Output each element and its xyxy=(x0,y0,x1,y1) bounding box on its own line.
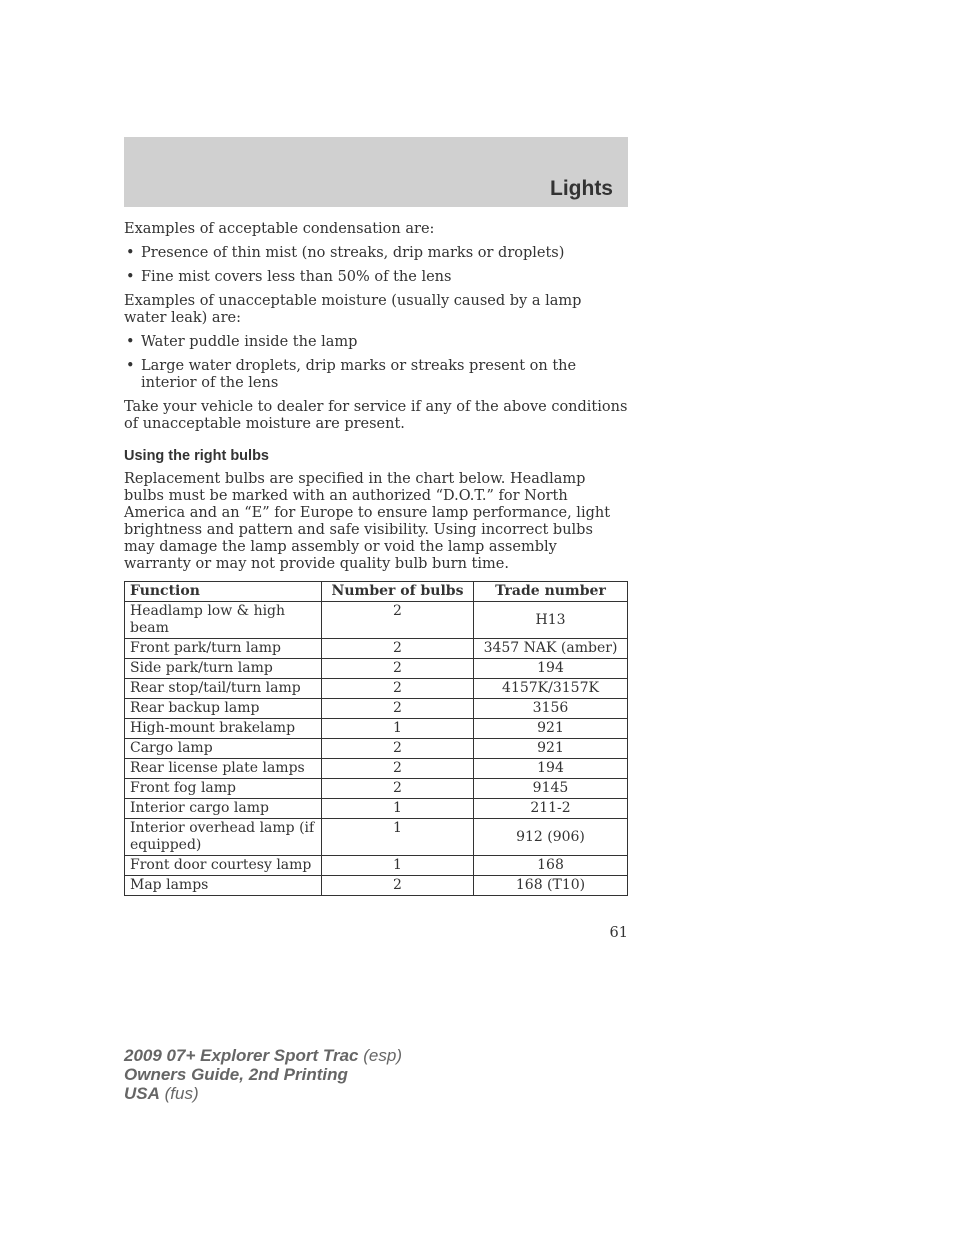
list-item xyxy=(124,334,628,351)
page-number: 61 xyxy=(609,925,628,941)
cell-number-of-bulbs: 2 xyxy=(322,639,474,659)
cell-function: Rear license plate lamps xyxy=(125,759,322,779)
footer-line-3 xyxy=(124,1084,402,1103)
cell-number-of-bulbs: 1 xyxy=(322,799,474,819)
cell-function: Front fog lamp xyxy=(125,779,322,799)
page-content xyxy=(124,221,628,896)
list-item-text: Fine mist covers less than 50% of the lens xyxy=(141,269,452,285)
cell-trade-number: 3156 xyxy=(474,699,628,719)
cell-function: Headlamp low & high beam xyxy=(125,602,322,639)
cell-trade-number: 211-2 xyxy=(474,799,628,819)
cell-number-of-bulbs: 2 xyxy=(322,739,474,759)
cell-number-of-bulbs: 2 xyxy=(322,779,474,799)
table-row xyxy=(125,799,628,819)
bullet-icon: • xyxy=(126,269,135,285)
footer-edition: Owners Guide, 2nd Printing xyxy=(124,1065,348,1084)
cell-function: Front door courtesy lamp xyxy=(125,856,322,876)
footer-line-2 xyxy=(124,1065,402,1084)
cell-trade-number: 194 xyxy=(474,759,628,779)
cell-number-of-bulbs: 2 xyxy=(322,602,474,639)
cell-trade-number: 912 (906) xyxy=(474,819,628,856)
cell-function: Rear stop/tail/turn lamp xyxy=(125,679,322,699)
section-text: Replacement bulbs are specified in the chart below. Headlamp bulbs must be marked with an authorized “D.O.T.” for North America and an “E” for Europe to ensure lamp performance, light brightness and pattern and safe visibility. Using incorrect bulbs may damage the lamp assembly or void the lamp assembly warranty or may not provide quality bulb burn time. xyxy=(124,471,611,572)
cell-function: Rear backup lamp xyxy=(125,699,322,719)
bullet-icon: • xyxy=(126,334,135,350)
service-note: Take your vehicle to dealer for service if any of the above conditions of unacceptable moisture are present. xyxy=(124,399,628,432)
table-row xyxy=(125,779,628,799)
footer-model-code: (esp) xyxy=(363,1046,402,1065)
cell-number-of-bulbs: 2 xyxy=(322,876,474,896)
bullet-icon: • xyxy=(126,245,135,261)
table-row xyxy=(125,679,628,699)
table-row xyxy=(125,739,628,759)
section-header-band xyxy=(124,137,628,207)
cell-number-of-bulbs: 2 xyxy=(322,699,474,719)
cell-trade-number: 168 (T10) xyxy=(474,876,628,896)
cell-function: Interior overhead lamp (if equipped) xyxy=(125,819,322,856)
cell-function: High-mount brakelamp xyxy=(125,719,322,739)
table-row xyxy=(125,659,628,679)
table-header-row xyxy=(125,582,628,602)
cell-trade-number: H13 xyxy=(474,602,628,639)
footer-market-code: (fus) xyxy=(164,1084,199,1103)
bulb-table xyxy=(124,581,628,896)
footer-line-1 xyxy=(124,1046,402,1065)
table-row xyxy=(125,699,628,719)
cell-trade-number: 921 xyxy=(474,739,628,759)
cell-function: Cargo lamp xyxy=(125,739,322,759)
column-header-trade: Trade number xyxy=(474,582,628,602)
unacceptable-intro: Examples of unacceptable moisture (usually caused by a lamp water leak) are: xyxy=(124,293,582,326)
cell-function: Front park/turn lamp xyxy=(125,639,322,659)
list-item xyxy=(124,245,628,262)
table-row xyxy=(125,719,628,739)
cell-function: Map lamps xyxy=(125,876,322,896)
cell-trade-number: 9145 xyxy=(474,779,628,799)
list-item xyxy=(124,269,628,286)
list-item-text: Large water droplets, drip marks or streaks present on the interior of the lens xyxy=(141,358,577,391)
cell-function: Side park/turn lamp xyxy=(125,659,322,679)
cell-trade-number: 4157K/3157K xyxy=(474,679,628,699)
list-item xyxy=(124,358,628,392)
list-item-text: Water puddle inside the lamp xyxy=(141,334,358,350)
table-row xyxy=(125,602,628,639)
cell-trade-number: 3457 NAK (amber) xyxy=(474,639,628,659)
cell-function: Interior cargo lamp xyxy=(125,799,322,819)
bullet-icon: • xyxy=(126,358,135,374)
table-row xyxy=(125,639,628,659)
table-row xyxy=(125,819,628,856)
cell-number-of-bulbs: 2 xyxy=(322,679,474,699)
section-title: Lights xyxy=(550,177,613,200)
cell-number-of-bulbs: 1 xyxy=(322,819,474,856)
cell-number-of-bulbs: 2 xyxy=(322,659,474,679)
document-footer xyxy=(124,1046,402,1103)
cell-trade-number: 921 xyxy=(474,719,628,739)
table-row xyxy=(125,759,628,779)
cell-number-of-bulbs: 1 xyxy=(322,719,474,739)
cell-number-of-bulbs: 2 xyxy=(322,759,474,779)
table-row xyxy=(125,856,628,876)
cell-number-of-bulbs: 1 xyxy=(322,856,474,876)
footer-model: 2009 07+ Explorer Sport Trac xyxy=(124,1046,359,1065)
section-heading: Using the right bulbs xyxy=(124,448,269,464)
column-header-function: Function xyxy=(125,582,322,602)
footer-market: USA xyxy=(124,1084,160,1103)
list-item-text: Presence of thin mist (no streaks, drip marks or droplets) xyxy=(141,245,565,261)
cell-trade-number: 194 xyxy=(474,659,628,679)
cell-trade-number: 168 xyxy=(474,856,628,876)
acceptable-intro: Examples of acceptable condensation are: xyxy=(124,221,435,237)
table-row xyxy=(125,876,628,896)
column-header-number: Number of bulbs xyxy=(322,582,474,602)
